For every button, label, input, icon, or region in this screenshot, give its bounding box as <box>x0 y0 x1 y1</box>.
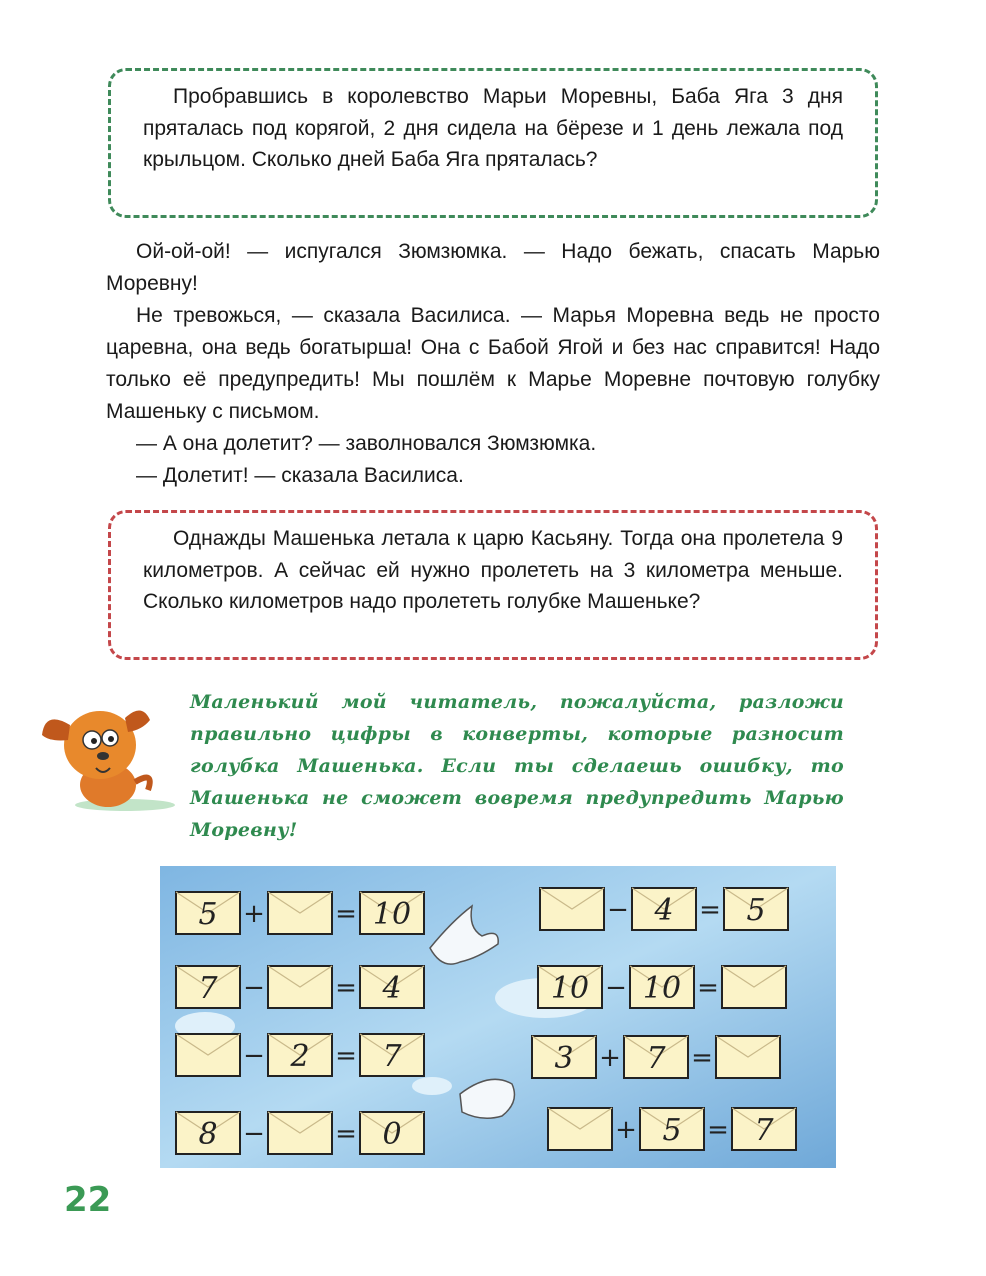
envelope-number: 10 <box>372 897 412 932</box>
envelope-number: 2 <box>290 1039 310 1074</box>
envelope-number: 5 <box>662 1113 682 1148</box>
operator-sign: − <box>607 895 629 925</box>
cloud <box>412 1077 452 1095</box>
envelope <box>716 1036 780 1078</box>
operator-sign: − <box>243 1041 265 1071</box>
envelope <box>176 892 240 934</box>
envelope-number: 10 <box>550 971 590 1006</box>
operator-sign: − <box>243 1119 265 1149</box>
envelope <box>630 966 694 1008</box>
envelope <box>176 966 240 1008</box>
story-paragraph: — Долетит! — сказала Василиса. <box>136 464 464 487</box>
operator-sign: = <box>335 1119 357 1149</box>
operator-sign: + <box>615 1115 637 1145</box>
envelope <box>724 888 788 930</box>
envelope <box>632 888 696 930</box>
task-box-baba-yaga <box>108 68 878 218</box>
envelope-number: 5 <box>198 897 218 932</box>
operator-sign: − <box>605 973 627 1003</box>
operator-sign: = <box>335 973 357 1003</box>
operator-sign: − <box>243 973 265 1003</box>
envelope-number: 5 <box>746 893 766 928</box>
envelope-number: 0 <box>382 1117 402 1152</box>
dog-illustration <box>30 690 180 815</box>
operator-sign: = <box>335 1041 357 1071</box>
operator-sign: + <box>243 899 265 929</box>
envelope-number: 7 <box>382 1039 402 1074</box>
envelope-number: 3 <box>554 1041 574 1076</box>
story-text <box>106 236 880 492</box>
operator-sign: = <box>691 1043 713 1073</box>
envelope <box>540 888 604 930</box>
operator-sign: = <box>699 895 721 925</box>
envelope <box>360 892 424 934</box>
operator-sign: = <box>335 899 357 929</box>
envelope <box>176 1112 240 1154</box>
envelope <box>532 1036 596 1078</box>
story-paragraph: Ой-ой-ой! — испугался Зюмзюмка. — Надо бежать, спасать Марью Моревну! <box>106 240 880 295</box>
envelope-number: 10 <box>642 971 682 1006</box>
envelope <box>538 966 602 1008</box>
envelope <box>176 1034 240 1076</box>
envelope <box>360 1112 424 1154</box>
envelope <box>640 1108 704 1150</box>
envelope-number: 7 <box>198 971 218 1006</box>
envelope <box>624 1036 688 1078</box>
task-box-mashenka <box>108 510 878 660</box>
envelope <box>268 892 332 934</box>
task-text-baba-yaga: Пробравшись в королевство Марьи Моревны, Баба Яга 3 дня пряталась под корягой, 2 дня сидела на бёрезе и 1 день лежала под крыльцом. Сколько дней Баба Яга пряталась? <box>143 85 843 171</box>
envelope-number: 8 <box>198 1117 218 1152</box>
envelope <box>732 1108 796 1150</box>
envelope <box>360 1034 424 1076</box>
envelope <box>268 1112 332 1154</box>
envelope-number: 7 <box>646 1041 666 1076</box>
envelope-puzzle <box>160 866 836 1168</box>
story-paragraph: Не тревожься, — сказала Василиса. — Марья Моревна ведь не просто царевна, она ведь богатырша! Она с Бабой Ягой и без нас справится! Надо только её предупредить! Мы пошлём к Марье Моревне почтовую голубку Машеньку с письмом. <box>106 304 880 423</box>
envelope-number: 4 <box>654 893 674 928</box>
page-number: 22 <box>64 1180 112 1220</box>
operator-sign: = <box>707 1115 729 1145</box>
reader-instruction: Маленький мой читатель, пожалуйста, разложи правильно цифры в конверты, которые разносит голубка Машенька. Если ты сделаешь ошибку, то Машенька не сможет вовремя предупредить Марью Моревну! <box>190 691 844 841</box>
envelope <box>360 966 424 1008</box>
task-text-mashenka: Однажды Машенька летала к царю Касьяну. Тогда она пролетела 9 километров. А сейчас ей нужно пролететь на 3 километра меньше. Сколько километров надо пролететь голубке Машеньке? <box>143 527 843 613</box>
operator-sign: = <box>697 973 719 1003</box>
envelope <box>548 1108 612 1150</box>
envelope-number: 4 <box>382 971 402 1006</box>
envelope <box>722 966 786 1008</box>
story-paragraph: — А она долетит? — заволновался Зюмзюмка. <box>136 432 597 455</box>
envelope <box>268 1034 332 1076</box>
envelope-number: 7 <box>754 1113 774 1148</box>
operator-sign: + <box>599 1043 621 1073</box>
envelope <box>268 966 332 1008</box>
